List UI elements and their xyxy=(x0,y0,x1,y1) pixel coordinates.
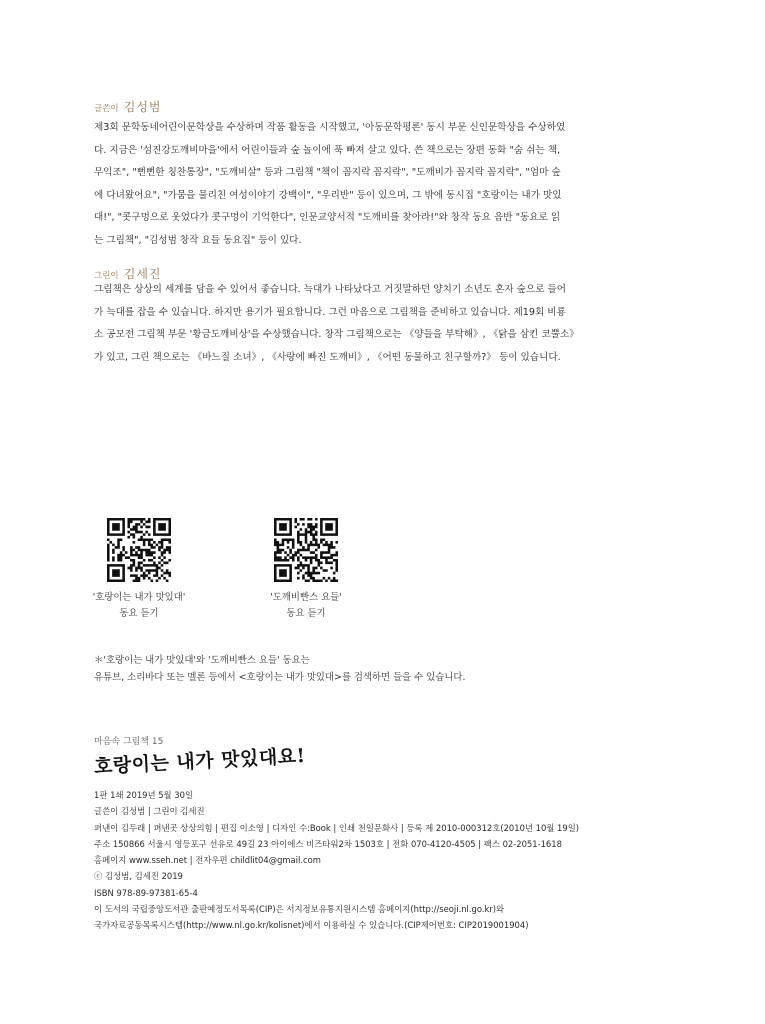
illustrator-role-label: 그린이 xyxy=(94,271,119,281)
song-note-line: ＊'호랑이는 내가 맛있대'와 '도깨비빤스 요들' 동요는 xyxy=(94,655,310,666)
qr-subtitle-2: 동요 듣기 xyxy=(286,607,326,619)
series-label: 마음속 그림책 15 xyxy=(94,737,164,747)
publisher-line: 펴낸이 김두래 | 펴낸곳 상상의힘 | 편집 이소영 | 디자인 수:Book | 인쇄 천일문화사 | 등록 제 2010-000312호(2010년 10월 19일) xyxy=(94,822,580,833)
author-bio-line: 대!", "콧구멍으로 웃었다가 콧구멍이 기억한다", 인문교양서적 "도깨비를 찾아라!"와 창작 동요 음반 "동요로 읽 xyxy=(94,212,561,224)
qr-code-1[interactable] xyxy=(107,518,171,586)
song-note xyxy=(94,652,465,686)
qr-code-icon xyxy=(107,518,171,582)
qr-caption-2 xyxy=(237,590,375,621)
qr-code-2[interactable] xyxy=(274,518,338,586)
author-bio xyxy=(94,117,565,253)
qr-caption-1 xyxy=(70,590,208,621)
copyright-line: ⓒ 김성범, 김세진 2019 xyxy=(94,871,183,882)
qr-subtitle-1: 동요 듣기 xyxy=(119,607,159,619)
illustrator-name: 김세진 xyxy=(123,267,162,281)
illustrator-bio-line: 그림책은 상상의 세계를 담을 수 있어서 좋습니다. 늑대가 나타났다고 거짓말하던 양치기 소년도 혼자 숲으로 들어 xyxy=(94,284,567,295)
author-role-label: 글쓴이 xyxy=(94,104,119,114)
web-line: 홈페이지 www.sseh.net | 전자우편 childlit04@gmail.com xyxy=(94,855,321,866)
cip-line: 국가자료공동목록시스템(http://www.nl.go.kr/kolisnet)에서 이용하실 수 있습니다.(CIP제어번호: CIP2019001904) xyxy=(94,920,529,931)
credits-line: 글쓴이 김성범 | 그린이 김세진 xyxy=(94,806,205,817)
author-heading xyxy=(94,96,162,115)
author-bio-line: 에 다녀왔어요", "가뭄을 물리친 여성이야기 강백이", "우리반" 등이 있으며, 그 밖에 동시집 "호랑이는 내가 맛있 xyxy=(94,189,562,201)
isbn-line: ISBN 978-89-97381-65-4 xyxy=(94,887,198,898)
address-line: 주소 150866 서울시 영등포구 선유로 49길 23 아이에스 비즈타워2차 1503호 | 전화 070-4120-4505 | 팩스 02-2051-1618 xyxy=(94,838,562,849)
cip-line: 이 도서의 국립중앙도서관 출판예정도서목록(CIP)은 서지정보유통지원시스템 홈페이지(http://seoji.nl.go.kr)와 xyxy=(94,904,505,915)
qr-title-2: '도깨비빤스 요들' xyxy=(270,592,342,603)
book-title-logo: 호랑이는 내가 맛있대요! xyxy=(93,744,306,778)
qr-title-1: '호랑이는 내가 맛있대' xyxy=(92,592,186,603)
author-bio-line: 는 그림책", "김성범 창작 요들 동요집" 등이 있다. xyxy=(94,234,302,246)
author-bio-line: 무익조", "뻔뻔한 칭찬통장", "도깨비살" 등과 그림책 "책이 꼼지락 꼼지락", "도깨비가 꼼지락 꼼지락", "엄마 숲 xyxy=(94,167,561,179)
author-bio-line: 제3회 문학동네어린이문학상을 수상하며 작품 활동을 시작했고, '아동문학평론' 동시 부문 신인문학상을 수상하였 xyxy=(94,122,566,133)
qr-code-icon xyxy=(274,518,338,582)
illustrator-bio-line: 소 공모전 그림책 부문 '황금도깨비상'을 수상했습니다. 창작 그림책으로는 《양들을 부탁해》, 《닭을 삼킨 코뿔소》 xyxy=(94,329,579,341)
illustrator-bio xyxy=(94,279,579,369)
colophon-block xyxy=(94,787,579,934)
author-bio-line: 다. 지금은 '섬진강도깨비마을'에서 어린이들과 숲 놀이에 푹 빠져 살고 있다. 쓴 책으로는 장편 동화 "숨 쉬는 책, xyxy=(94,144,561,156)
illustrator-bio-line: 가 있고, 그린 책으로는 《바느질 소녀》, 《사랑에 빠진 도깨비》, 《어떤 동물하고 친구할까?》 등이 있습니다. xyxy=(94,351,561,363)
edition-line: 1판 1쇄 2019년 5월 30일 xyxy=(94,790,194,800)
illustrator-bio-line: 가 늑대를 잡을 수 있습니다. 하지만 용기가 필요합니다. 그런 마음으로 그림책을 준비하고 있습니다. 제19회 비룡 xyxy=(94,306,566,318)
author-name: 김성범 xyxy=(123,100,162,114)
song-note-line: 유튜브, 소리바다 또는 멜론 등에서 <호랑이는 내가 맛있대>를 검색하면 들을 수 있습니다. xyxy=(94,672,466,683)
